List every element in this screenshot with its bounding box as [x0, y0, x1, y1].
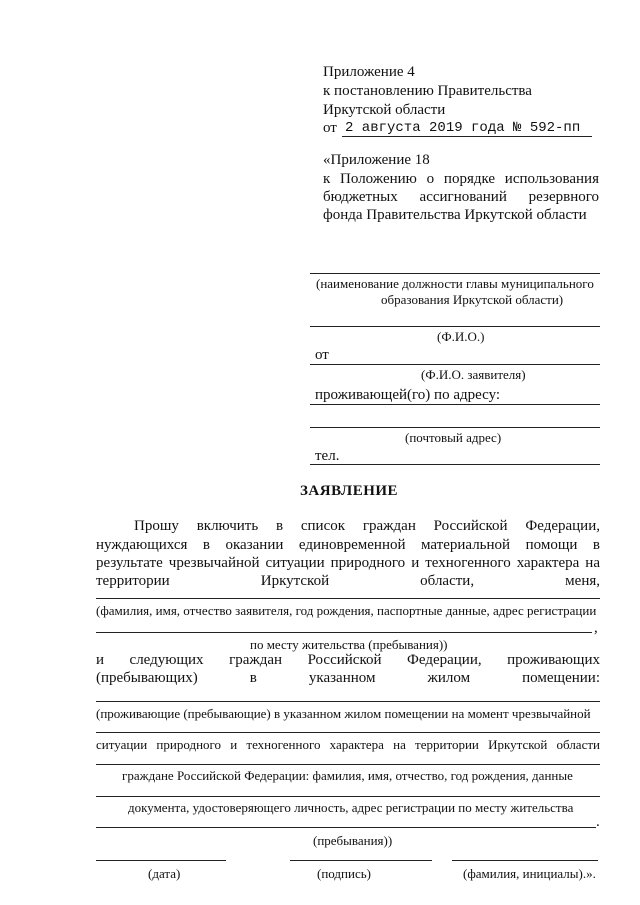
- applicant-data-line-2: [96, 632, 592, 633]
- applicant-fio-caption: (Ф.И.О. заявителя): [421, 367, 526, 382]
- appendix18-line-3: фонда Правительства Иркутской области: [323, 207, 587, 223]
- applicant-data-line-1: [96, 598, 600, 599]
- from-label: от: [315, 347, 329, 363]
- postal-caption: (почтовый адрес): [405, 430, 502, 445]
- name-line: [452, 860, 598, 861]
- applicant-data-caption: (фамилия, имя, отчество заявителя, год рождения, паспортные данные, адрес регистрации: [96, 603, 597, 618]
- others-line-2: (пребывающих) в указанном жилом помещении:: [96, 670, 600, 686]
- fio-caption: (Ф.И.О.): [437, 329, 485, 344]
- name-caption: (фамилия, инициалы).».: [463, 866, 596, 881]
- appendix18-line-1: к Положению о порядке использования: [323, 171, 599, 187]
- residents-period: .: [596, 814, 600, 830]
- residents-caption-3: граждане Российской Федерации: фамилия, имя, отчество, год рождения, данные: [122, 768, 573, 783]
- residents-line-3: [96, 764, 600, 765]
- position-line: [310, 273, 600, 274]
- statement-para-line-1: Прошу включить в список граждан Российской Федерации,: [134, 518, 600, 534]
- signature-caption: (подпись): [317, 866, 371, 881]
- residence-caption: по месту жительства (пребывания)): [250, 637, 448, 652]
- statement-para-line-3: результате чрезвычайной ситуации природного и техногенного характера на: [96, 555, 600, 571]
- fio-line: [310, 326, 600, 327]
- residents-line-1: [96, 701, 600, 702]
- statement-title: ЗАЯВЛЕНИЕ: [300, 483, 399, 499]
- residents-line-4: [96, 796, 600, 797]
- residents-line-2: [96, 732, 600, 733]
- residents-caption-5: (пребывания)): [313, 833, 393, 848]
- position-caption-2: образования Иркутской области): [381, 292, 564, 307]
- residents-line-5: [96, 827, 596, 828]
- date-underline: [342, 136, 592, 137]
- signature-line: [290, 860, 432, 861]
- appendix18-title: «Приложение 18: [323, 152, 430, 168]
- residing-label: проживающей(го) по адресу:: [315, 387, 501, 403]
- appendix-reference: к постановлению Правительства: [323, 83, 532, 99]
- appendix-date-prefix: от: [323, 120, 337, 136]
- appendix-number: Приложение 4: [323, 64, 415, 80]
- date-sign-line: [96, 860, 226, 861]
- date-caption: (дата): [148, 866, 181, 881]
- residents-caption-2: ситуации природного и техногенного характера на территории Иркутской области: [96, 737, 600, 752]
- applicant-data-comma: ,: [594, 620, 598, 636]
- phone-line: [310, 464, 600, 465]
- position-caption-1: (наименование должности главы муниципального: [316, 276, 594, 291]
- applicant-fio-line: [310, 364, 600, 365]
- appendix-date-value: 2 августа 2019 года № 592-пп: [345, 120, 581, 136]
- appendix18-line-2: бюджетных ассигнований резервного: [323, 189, 599, 205]
- others-line-1: и следующих граждан Российской Федерации, проживающих: [96, 652, 600, 668]
- appendix-region: Иркутской области: [323, 102, 446, 118]
- phone-label: тел.: [315, 448, 340, 464]
- statement-para-line-2: нуждающихся в оказании единовременной материальной помощи в: [96, 537, 600, 553]
- residents-caption-4: документа, удостоверяющего личность, адрес регистрации по месту жительства: [128, 800, 574, 815]
- statement-para-line-4: территории Иркутской области, меня,: [96, 573, 600, 589]
- residents-caption-1: (проживающие (пребывающие) в указанном жилом помещении на момент чрезвычайной: [96, 706, 591, 721]
- address-line-2: [310, 427, 600, 428]
- address-line-1: [310, 404, 600, 405]
